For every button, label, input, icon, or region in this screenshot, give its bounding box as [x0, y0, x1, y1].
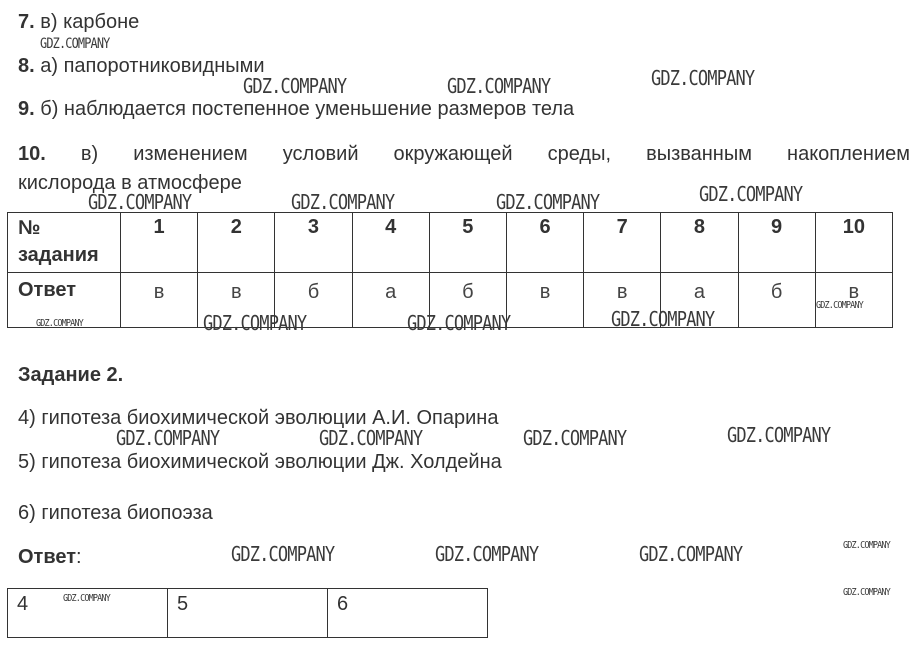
- task-number-cell: 7: [584, 213, 661, 273]
- watermark: GDZ.COMPANY: [40, 36, 110, 52]
- watermark: GDZ.COMPANY: [231, 542, 335, 566]
- answer-cell: б: [429, 273, 506, 328]
- answer-word: Ответ: [18, 546, 77, 568]
- answer-8: [18, 54, 265, 78]
- answer-cell: в: [198, 273, 275, 328]
- watermark: GDZ.COMPANY: [36, 318, 83, 329]
- task-word: задания: [18, 244, 99, 266]
- task2-item: 5) гипотеза биохимической эволюции Дж. Холдейна: [18, 451, 502, 473]
- answer-cell: а: [352, 273, 429, 328]
- answer-cell: б: [738, 273, 815, 328]
- answer-colon: :: [76, 546, 82, 568]
- watermark: GDZ.COMPANY: [116, 426, 220, 450]
- watermark: GDZ.COMPANY: [639, 542, 743, 566]
- task-number-cell: 4: [352, 213, 429, 273]
- answer-number: 10.: [18, 143, 46, 165]
- answer-cell: в: [506, 273, 583, 328]
- task2-item: 4) гипотеза биохимической эволюции А.И. Опарина: [18, 407, 499, 429]
- watermark: GDZ.COMPANY: [88, 190, 192, 214]
- answer-cell: в: [584, 273, 661, 328]
- task2-item: 6) гипотеза биопоэза: [18, 502, 213, 524]
- watermark: GDZ.COMPANY: [816, 300, 863, 311]
- number-sign: №: [18, 217, 41, 239]
- answer-text: б) наблюдается постепенное уменьшение размеров тела: [40, 98, 575, 120]
- task-number-cell: 5: [429, 213, 506, 273]
- watermark: GDZ.COMPANY: [843, 540, 890, 551]
- answer-label: Ответ: [8, 273, 121, 328]
- task2-answer-label: [18, 545, 82, 569]
- watermark: GDZ.COMPANY: [203, 311, 307, 335]
- table-header-row: [8, 213, 893, 273]
- answer-text: а) папоротниковидными: [40, 55, 265, 77]
- answer-number: 9.: [18, 98, 35, 120]
- answer-text: в) изменением условий окружающей среды, вызванным накоплением: [80, 143, 910, 165]
- watermark: GDZ.COMPANY: [611, 307, 715, 331]
- answer-9: [18, 97, 574, 121]
- watermark: GDZ.COMPANY: [699, 182, 803, 206]
- watermark: GDZ.COMPANY: [523, 426, 627, 450]
- watermark: GDZ.COMPANY: [435, 542, 539, 566]
- task2-answer-cell: 6: [328, 589, 488, 638]
- answer-number: 8.: [18, 55, 35, 77]
- task-number-cell: 1: [121, 213, 198, 273]
- watermark: GDZ.COMPANY: [651, 66, 755, 90]
- task-number-cell: 8: [661, 213, 738, 273]
- task-number-cell: 10: [815, 213, 892, 273]
- task-number-cell: 9: [738, 213, 815, 273]
- task-number-cell: 6: [506, 213, 583, 273]
- task2-answer-cell: 5: [168, 589, 328, 638]
- watermark: GDZ.COMPANY: [843, 587, 890, 598]
- watermark: GDZ.COMPANY: [407, 311, 511, 335]
- watermark: GDZ.COMPANY: [319, 426, 423, 450]
- task-number-label: [8, 213, 121, 273]
- watermark: GDZ.COMPANY: [727, 423, 831, 447]
- answer-cell: в: [121, 273, 198, 328]
- task2-answer-cell: 4: [8, 589, 168, 638]
- answer-cell: б: [275, 273, 352, 328]
- watermark: GDZ.COMPANY: [496, 190, 600, 214]
- watermark: GDZ.COMPANY: [63, 593, 110, 604]
- answer-10: [18, 140, 910, 168]
- watermark: GDZ.COMPANY: [291, 190, 395, 214]
- answer-10-line2: кислорода в атмосфере: [18, 172, 242, 194]
- task2-title: Задание 2.: [18, 364, 124, 386]
- answer-7: [18, 10, 139, 34]
- watermark: GDZ.COMPANY: [447, 74, 551, 98]
- answer-10-line1: [18, 140, 910, 168]
- watermark: GDZ.COMPANY: [243, 74, 347, 98]
- answer-cell: а: [661, 273, 738, 328]
- answer-cell: в: [815, 273, 892, 328]
- task-number-cell: 3: [275, 213, 352, 273]
- task-number-cell: 2: [198, 213, 275, 273]
- answer-text: в) карбоне: [40, 11, 140, 33]
- answer-number: 7.: [18, 11, 35, 33]
